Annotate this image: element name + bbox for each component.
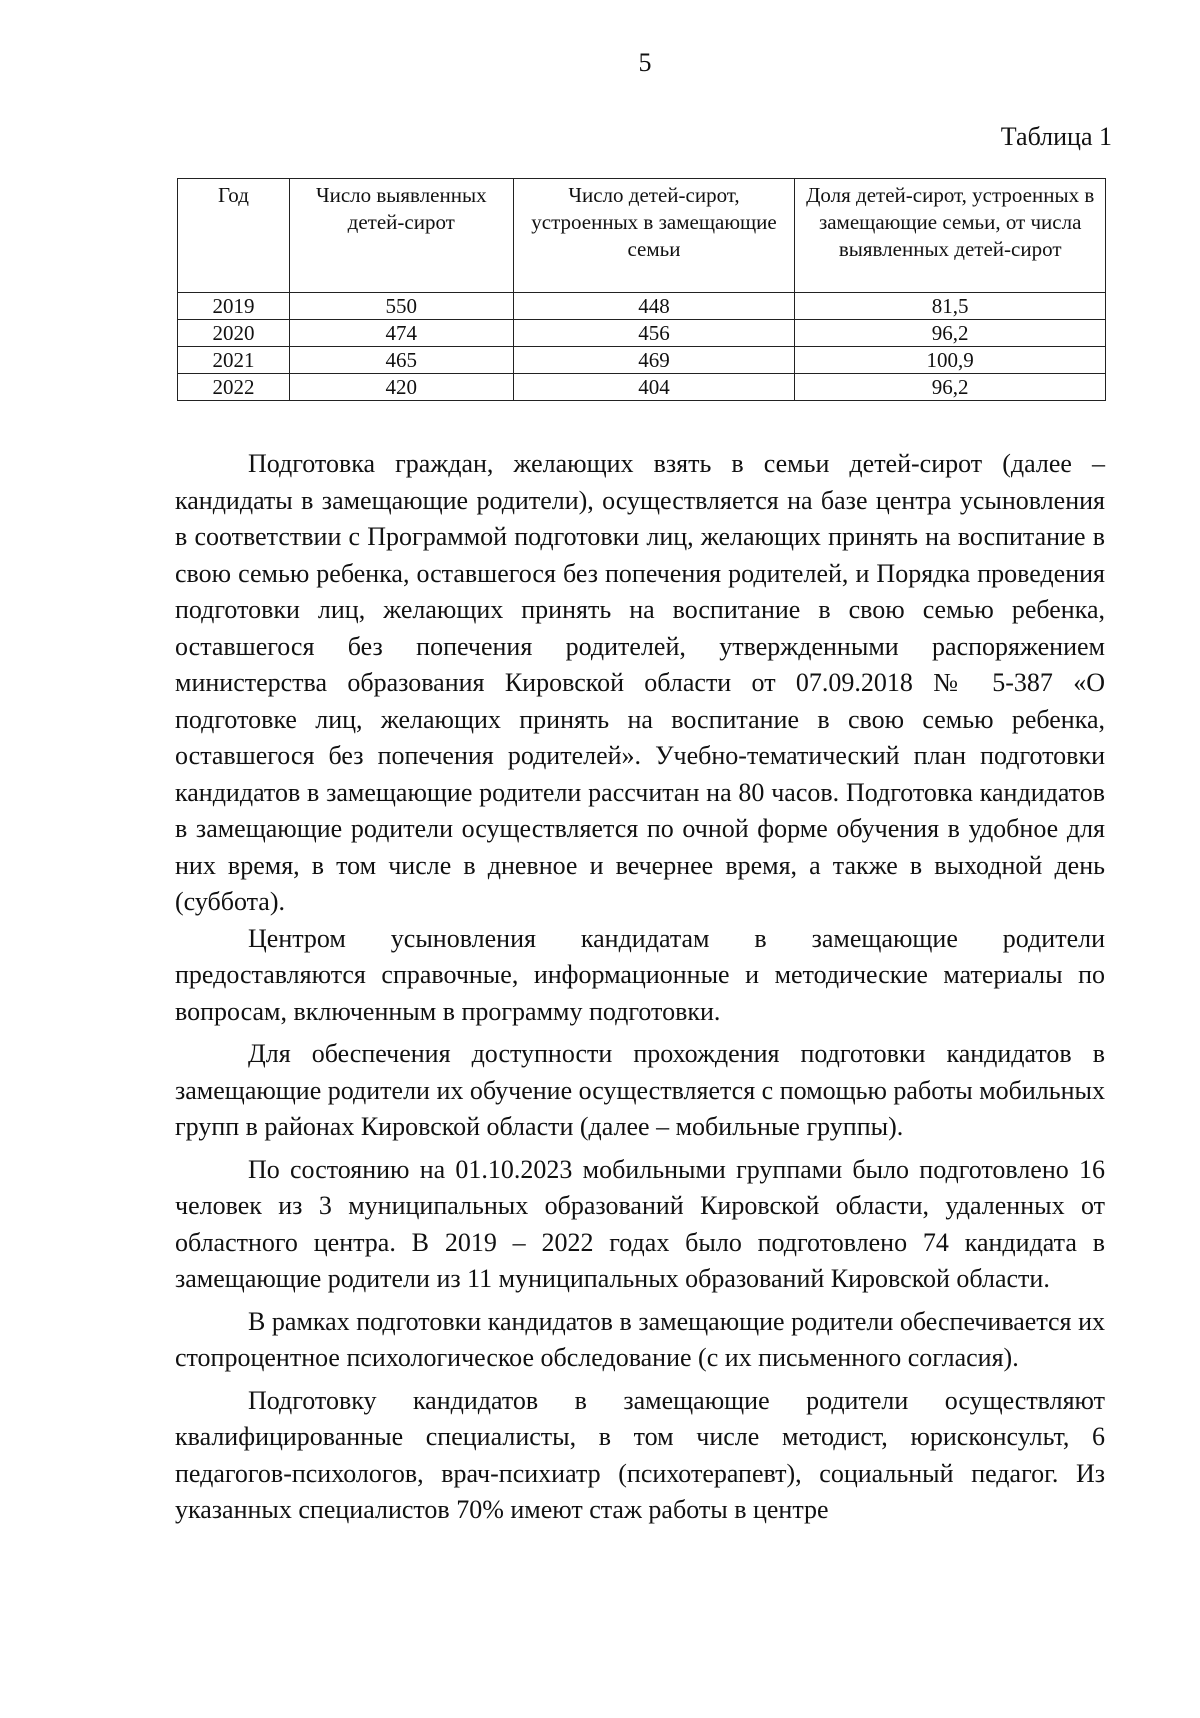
paragraph-mobile-groups: Для обеспечения доступности прохождения подготовки кандидатов в замещающие родители их обучение осуществляется с помощью работы мобильных групп в районах Кировской области (далее – мобильные группы).: [175, 1039, 1105, 1141]
statistics-table: [177, 178, 1106, 401]
table-caption: Таблица 1: [1000, 122, 1112, 151]
cell-identified: 474: [289, 320, 513, 347]
cell-share: 96,2: [795, 320, 1106, 347]
cell-placed: 469: [513, 347, 795, 374]
cell-year: 2020: [178, 320, 290, 347]
paragraph-statistics: По состоянию на 01.10.2023 мобильными группами было подготовлено 16 человек из 3 муниципальных образований Кировской области, удаленных от областного центра. В 2019 – 2022 годах было подготовлено 74 кандидата в замещающие родители из 11 муниципальных образований Кировской области.: [175, 1154, 1105, 1293]
cell-year: 2019: [178, 293, 290, 320]
table-header-row: [178, 179, 1106, 293]
header-placed-orphans: Число детей-сирот, устроенных в замещающие семьи: [513, 179, 795, 293]
page-number: 5: [638, 48, 652, 77]
cell-year: 2022: [178, 374, 290, 401]
table-row: [178, 374, 1106, 401]
header-year: Год: [178, 179, 290, 293]
cell-placed: 404: [513, 374, 795, 401]
cell-placed: 448: [513, 293, 795, 320]
table-row: [178, 320, 1106, 347]
cell-share: 100,9: [795, 347, 1106, 374]
paragraph-psych-exam: В рамках подготовки кандидатов в замещающие родители обеспечивается их стопроцентное психологическое обследование (с их письменного согласия).: [175, 1306, 1105, 1372]
table-row: [178, 293, 1106, 320]
cell-year: 2021: [178, 347, 290, 374]
paragraph-specialists: Подготовку кандидатов в замещающие родители осуществляют квалифицированные специалисты, в том числе методист, юрисконсульт, 6 педагогов-психологов, врач-психиатр (психотерапевт), социальный педагог. Из указанных специалистов 70% имеют стаж работы в центре: [175, 1385, 1105, 1524]
cell-placed: 456: [513, 320, 795, 347]
header-identified-orphans: Число выявленных детей-сирот: [289, 179, 513, 293]
body-text: [175, 446, 1105, 1529]
header-placed-share: Доля детей-сирот, устроенных в замещающие семьи, от числа выявленных детей-сирот: [795, 179, 1106, 293]
cell-identified: 465: [289, 347, 513, 374]
paragraph-materials: Центром усыновления кандидатам в замещающие родители предоставляются справочные, информационные и методические материалы по вопросам, включенным в программу подготовки.: [175, 923, 1105, 1026]
cell-identified: 550: [289, 293, 513, 320]
cell-share: 96,2: [795, 374, 1106, 401]
paragraph-training-basis: Подготовка граждан, желающих взять в семьи детей-сирот (далее – кандидаты в замещающие родители), осуществляется на базе центра усыновления в соответствии с Программой подготовки лиц, желающих принять на воспитание в свою семью ребенка, оставшегося без попечения родителей, и Порядка проведения подготовки лиц, желающих принять на воспитание в свою семью ребенка, оставшегося без попечения родителей, утвержденными распоряжением министерства образования Кировской области от 07.09.2018 № 5-387 «О подготовке лиц, желающих принять на воспитание в свою семью ребенка, оставшегося без попечения родителей». Учебно-тематический план подготовки кандидатов в замещающие родители рассчитан на 80 часов. Подготовка кандидатов в замещающие родители осуществляется по очной форме обучения в удобное для них время, в том числе в дневное и вечернее время, а также в выходной день (суббота).: [175, 449, 1105, 916]
table-row: [178, 347, 1106, 374]
cell-identified: 420: [289, 374, 513, 401]
cell-share: 81,5: [795, 293, 1106, 320]
